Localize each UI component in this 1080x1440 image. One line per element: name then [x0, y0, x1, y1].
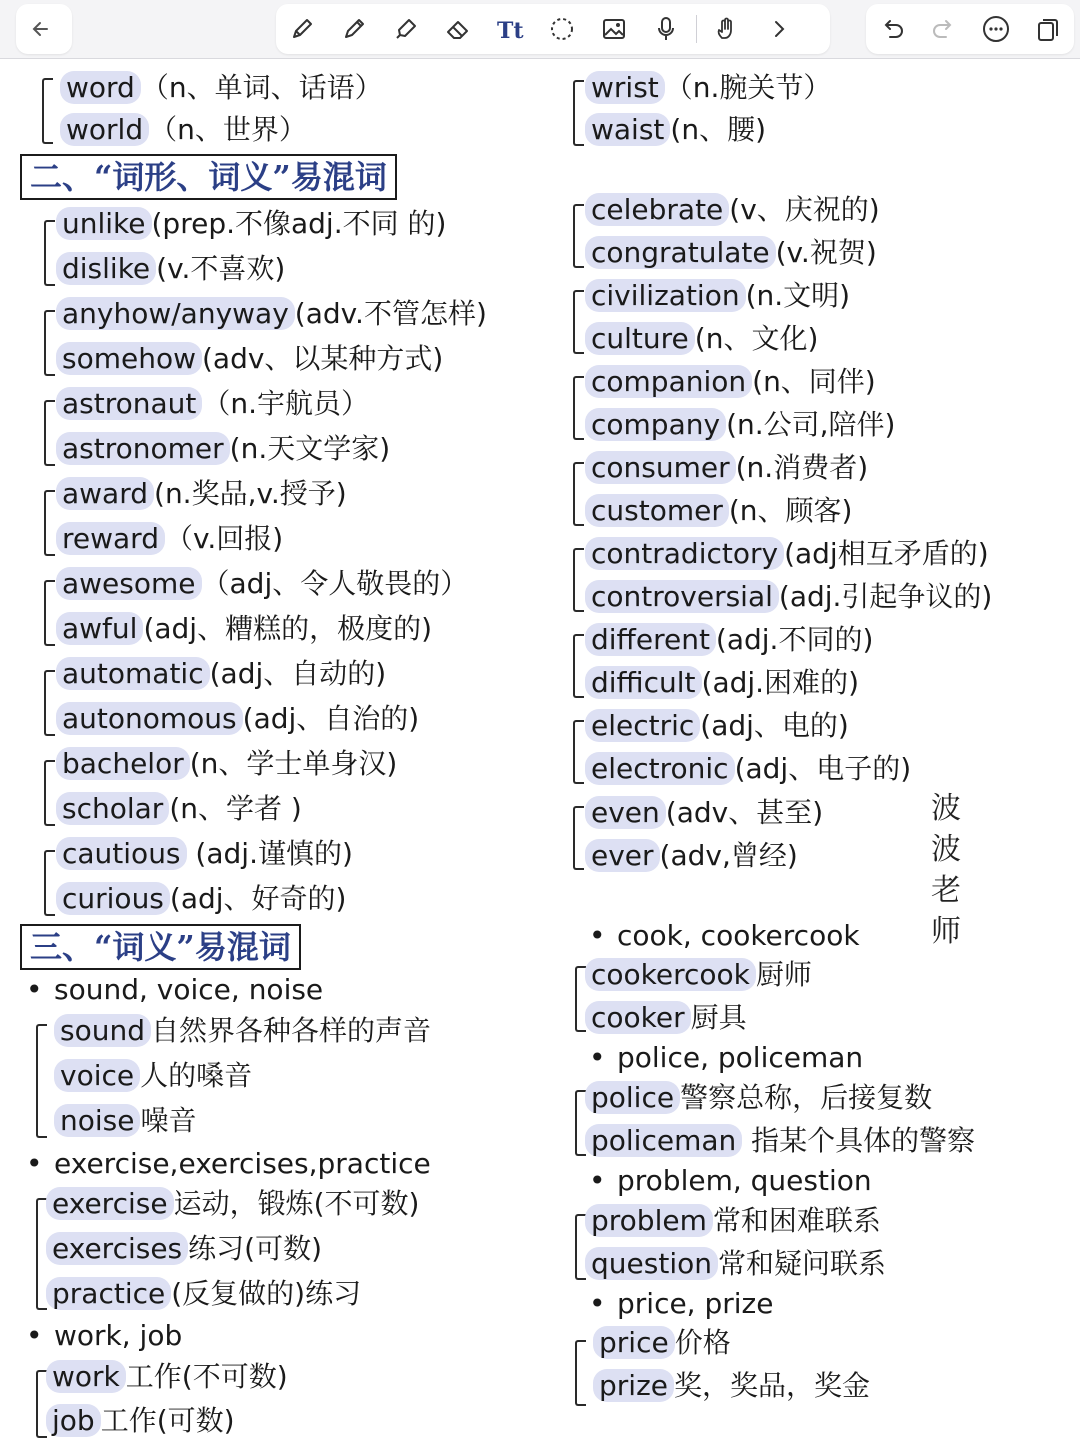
vocab-word: companion — [585, 365, 752, 398]
vocab-definition: (adv,曾经) — [659, 839, 798, 872]
vocab-line — [56, 431, 390, 467]
bullet-dot: • — [589, 1041, 606, 1074]
vocab-definition: （n、世界） — [149, 113, 307, 146]
vocab-word: waist — [585, 113, 670, 146]
pen-tool-button[interactable] — [276, 4, 328, 54]
vocab-line — [56, 386, 369, 422]
vocab-line — [585, 192, 880, 228]
vocab-word: wrist — [585, 71, 665, 104]
vocab-word: electric — [585, 709, 700, 742]
vocab-word: practice — [46, 1277, 171, 1310]
vocab-line — [585, 450, 868, 486]
vocab-definition: 常和疑问联系 — [717, 1247, 886, 1280]
vocab-word: congratulate — [585, 236, 776, 269]
vocab-word: company — [585, 408, 726, 441]
vocab-word: scholar — [56, 792, 169, 825]
vocab-word: word — [60, 71, 141, 104]
hand-gesture-icon — [712, 14, 742, 44]
vocab-line — [593, 1325, 731, 1361]
vocab-word: cooker — [585, 1001, 691, 1034]
vocab-line — [585, 1080, 932, 1116]
vocab-definition: (adv、甚至) — [665, 796, 824, 829]
pair-bracket — [44, 580, 55, 646]
bullet-dot: • — [26, 973, 43, 1006]
vocab-word: automatic — [56, 657, 210, 690]
vocab-definition: (adj、糟糕的，极度的) — [143, 612, 433, 645]
vocab-line — [585, 665, 859, 701]
pair-bracket — [44, 490, 55, 556]
vocab-line — [56, 791, 302, 827]
vocab-definition: (adv.不管怎样) — [294, 297, 487, 330]
highlighter-tool-button[interactable] — [380, 4, 432, 54]
vocab-definition: (prep.不像adj.不同 的) — [151, 207, 447, 240]
vocab-line — [56, 701, 419, 737]
undo-button[interactable] — [866, 4, 918, 54]
vocab-line — [56, 296, 487, 332]
vocab-definition: 厨具 — [690, 1001, 747, 1034]
vocab-line — [593, 1368, 870, 1404]
vocab-word: unlike — [56, 207, 152, 240]
pencil-icon — [339, 14, 369, 44]
vocab-line — [585, 795, 823, 831]
vocab-definition: 自然界各种各样的声音 — [150, 1014, 431, 1047]
vocab-line — [56, 611, 432, 647]
vocab-word: celebrate — [585, 193, 729, 226]
vocab-definition: (adj.引起争议的) — [778, 580, 993, 613]
vocab-definition: (n.公司,陪伴) — [726, 408, 896, 441]
more-tools-button[interactable] — [753, 4, 805, 54]
vocab-definition: (n、学者 ) — [169, 792, 302, 825]
vocab-word: contradictory — [585, 537, 784, 570]
vocab-definition: (n.奖品,v.授予) — [154, 477, 347, 510]
vocab-definition: (n、学士单身汉) — [189, 747, 398, 780]
vocab-word: customer — [585, 494, 729, 527]
pair-bracket — [573, 806, 584, 870]
group-bracket — [36, 1024, 47, 1138]
vocab-definition: (adj相互矛盾的) — [784, 537, 989, 570]
vocab-line — [585, 321, 818, 357]
vocab-definition: （n、单词、话语） — [140, 71, 383, 104]
pair-bracket — [44, 670, 55, 736]
author-signature: 波波老师 — [931, 791, 961, 949]
vocab-definition: (adj、自动的) — [209, 657, 387, 690]
vocab-word: awesome — [56, 567, 202, 600]
back-button[interactable] — [16, 4, 68, 54]
vocab-definition: (n.天文学家) — [229, 432, 391, 465]
vocab-definition: (反复做的)练习 — [171, 1277, 362, 1310]
eraser-tool-button[interactable] — [432, 4, 484, 54]
vocab-definition: (n、腰) — [670, 113, 767, 146]
bullet-dot: • — [26, 1319, 43, 1352]
microphone-button[interactable] — [640, 4, 692, 54]
vocab-line — [585, 1000, 747, 1036]
vocab-definition: (adj.不同的) — [715, 623, 874, 656]
pair-bracket — [573, 548, 584, 612]
bullet-text: problem, question — [617, 1164, 872, 1197]
vocab-definition: 工作(可数) — [100, 1404, 235, 1437]
bullet-item — [589, 918, 860, 954]
pair-bracket — [573, 80, 584, 146]
vocab-definition: 运动，锻炼(不可数) — [173, 1187, 420, 1220]
vocab-line — [585, 278, 850, 314]
vocab-line — [585, 407, 895, 443]
vocab-line — [56, 881, 346, 917]
vocab-definition: (adj、好奇的) — [169, 882, 347, 915]
vocab-line — [56, 656, 386, 692]
vocab-definition: 练习(可数) — [188, 1232, 323, 1265]
vocab-word: problem — [585, 1204, 713, 1237]
vocab-line — [54, 1058, 252, 1094]
vocab-word: consumer — [585, 451, 736, 484]
section-heading-2: 二、“词形、词义”易混词 — [20, 154, 397, 200]
vocab-line — [585, 536, 989, 572]
vocab-word: dislike — [56, 252, 156, 285]
vocab-line — [56, 521, 283, 557]
vocab-word: controversial — [585, 580, 779, 613]
vocab-word: prize — [593, 1369, 674, 1402]
vocab-line — [56, 566, 468, 602]
pair-bracket — [573, 720, 584, 784]
vocab-line — [46, 1186, 419, 1222]
pair-bracket — [573, 462, 584, 526]
vocab-definition: 噪音 — [140, 1104, 197, 1137]
vocab-line — [46, 1276, 361, 1312]
vocab-line — [585, 579, 992, 615]
vocab-definition: 价格 — [674, 1326, 731, 1359]
vocab-word: sound — [54, 1014, 151, 1047]
vocab-word: even — [585, 796, 666, 829]
vocab-definition: (v.不喜欢) — [156, 252, 286, 285]
image-tool-button[interactable] — [588, 4, 640, 54]
vocab-word: reward — [56, 522, 165, 555]
bullet-item — [26, 1318, 182, 1354]
vocab-definition: 常和困难联系 — [712, 1204, 881, 1237]
bullet-item — [26, 972, 323, 1008]
vocab-definition: (n、同伴) — [752, 365, 876, 398]
bullet-text: price, prize — [617, 1287, 774, 1320]
vocab-line — [54, 1103, 197, 1139]
vocab-word: culture — [585, 322, 695, 355]
vocab-definition: (adj、电的) — [700, 709, 849, 742]
vocab-word: anyhow/anyway — [56, 297, 295, 330]
pair-bracket — [44, 760, 55, 826]
pair-bracket — [44, 400, 55, 466]
bullet-dot: • — [26, 1147, 43, 1180]
undo-icon — [877, 14, 907, 44]
note-canvas[interactable] — [0, 58, 1080, 1440]
pair-bracket — [573, 204, 584, 268]
lasso-tool-button[interactable] — [536, 4, 588, 54]
text-tool-button[interactable] — [484, 4, 536, 54]
pair-bracket — [44, 220, 55, 286]
chevron-right-icon — [764, 14, 794, 44]
vocab-word: police — [585, 1081, 680, 1114]
vocab-definition: 厨师 — [755, 958, 812, 991]
bullet-text: exercise,exercises,practice — [54, 1147, 431, 1180]
vocab-word: world — [60, 113, 149, 146]
highlighter-icon — [391, 14, 421, 44]
back-group — [16, 4, 72, 54]
vocab-word: price — [593, 1326, 675, 1359]
bullet-dot: • — [589, 1164, 606, 1197]
toolbar-divider — [696, 15, 697, 43]
vocab-line — [585, 708, 849, 744]
vocab-definition: (adj、自治的) — [242, 702, 420, 735]
bullet-text: work, job — [54, 1319, 183, 1352]
pair-bracket — [42, 78, 53, 144]
vocab-definition: (n.消费者) — [735, 451, 869, 484]
vocab-line — [46, 1403, 235, 1439]
pair-bracket — [44, 310, 55, 376]
vocab-line — [585, 957, 812, 993]
vocab-definition: 工作(不可数) — [125, 1360, 288, 1393]
vocab-line — [56, 251, 285, 287]
pair-bracket — [573, 376, 584, 440]
vocab-line — [46, 1359, 288, 1395]
eraser-icon — [443, 14, 473, 44]
vocab-definition: (v、庆祝的) — [729, 193, 880, 226]
vocab-word: voice — [54, 1059, 140, 1092]
bullet-item — [589, 1286, 773, 1322]
vocab-line — [585, 1203, 881, 1239]
pencil-tool-button[interactable] — [328, 4, 380, 54]
vocab-line — [56, 746, 397, 782]
vocab-word: question — [585, 1247, 718, 1280]
vocab-word: job — [46, 1404, 101, 1437]
vocab-word: noise — [54, 1104, 140, 1137]
vocab-definition: 警察总称，后接复数 — [680, 1081, 933, 1114]
vocab-word: electronic — [585, 752, 735, 785]
vocab-line — [585, 235, 877, 271]
lasso-icon — [547, 14, 577, 44]
more-options-button[interactable] — [970, 4, 1022, 54]
vocab-word: astronomer — [56, 432, 230, 465]
vocab-word: work — [46, 1360, 126, 1393]
vocab-definition: (n.文明) — [745, 279, 851, 312]
pair-bracket — [44, 850, 55, 916]
vocab-definition: (adj.困难的) — [701, 666, 859, 699]
vocab-word: exercise — [46, 1187, 174, 1220]
vocab-line — [585, 493, 852, 529]
vocab-line — [585, 1123, 975, 1159]
text-tool-icon — [495, 14, 525, 44]
redo-icon — [929, 14, 959, 44]
vocab-line — [585, 622, 873, 658]
back-arrow-icon — [27, 14, 57, 44]
bullet-text: sound, voice, noise — [54, 973, 324, 1006]
vocab-definition: （adj、令人敬畏的） — [201, 567, 469, 600]
toolbar — [0, 0, 1080, 59]
vocab-definition: (n、文化) — [694, 322, 819, 355]
vocab-definition: (v.祝贺) — [775, 236, 877, 269]
bullet-text: police, policeman — [617, 1041, 864, 1074]
vocab-definition: 奖，奖品，奖金 — [674, 1369, 871, 1402]
bullet-item — [589, 1163, 872, 1199]
vocab-line — [585, 1246, 886, 1282]
vocab-word: civilization — [585, 279, 746, 312]
vocab-word: awful — [56, 612, 143, 645]
vocab-line — [585, 838, 798, 874]
pen-icon — [287, 14, 317, 44]
vocab-line — [585, 70, 831, 106]
microphone-icon — [651, 14, 681, 44]
vocab-word: bachelor — [56, 747, 190, 780]
vocab-line — [60, 112, 307, 148]
image-icon — [599, 14, 629, 44]
vocab-word: somehow — [56, 342, 202, 375]
redo-button[interactable] — [918, 4, 970, 54]
vocab-word: curious — [56, 882, 170, 915]
pages-icon — [1033, 14, 1063, 44]
vocab-definition: （n.宇航员） — [202, 387, 370, 420]
pages-button[interactable] — [1022, 4, 1074, 54]
vocab-word: policeman — [585, 1124, 742, 1157]
vocab-word: ever — [585, 839, 660, 872]
vocab-word: autonomous — [56, 702, 243, 735]
gesture-tool-button[interactable] — [701, 4, 753, 54]
vocab-definition: 指某个具体的警察 — [742, 1124, 976, 1157]
vocab-line — [56, 341, 443, 377]
vocab-line — [46, 1231, 322, 1267]
vocab-definition: （n.腕关节） — [664, 71, 832, 104]
vocab-word: cautious — [56, 837, 187, 870]
vocab-definition: (adj、电子的) — [734, 752, 912, 785]
vocab-word: different — [585, 623, 716, 656]
vocab-line — [60, 70, 383, 106]
vocab-word: exercises — [46, 1232, 188, 1265]
vocab-definition: （v.回报) — [164, 522, 284, 555]
bullet-dot: • — [589, 1287, 606, 1320]
bullet-item — [26, 1146, 431, 1182]
svg-text:Tt: Tt — [497, 18, 524, 44]
vocab-line — [585, 364, 876, 400]
vocab-line — [56, 206, 446, 242]
vocab-definition: (adv、以某种方式) — [202, 342, 444, 375]
vocab-line — [585, 751, 911, 787]
actions-group — [866, 4, 1074, 54]
pair-bracket — [573, 290, 584, 354]
bullet-dot: • — [589, 919, 606, 952]
vocab-line — [56, 476, 347, 512]
tools-group — [276, 4, 830, 54]
vocab-word: difficult — [585, 666, 702, 699]
section-heading-3: 三、“词义”易混词 — [20, 924, 301, 970]
bullet-item — [589, 1040, 863, 1076]
group-bracket — [575, 1340, 586, 1406]
pair-bracket — [573, 634, 584, 698]
vocab-word: award — [56, 477, 154, 510]
bullet-text: cook, cookercook — [617, 919, 860, 952]
more-icon — [981, 14, 1011, 44]
vocab-definition: (n、顾客) — [728, 494, 853, 527]
vocab-line — [54, 1013, 431, 1049]
vocab-definition: (adj.谨慎的) — [186, 837, 353, 870]
vocab-word: astronaut — [56, 387, 202, 420]
vocab-line — [585, 112, 766, 148]
vocab-line — [56, 836, 353, 872]
vocab-definition: 人的嗓音 — [140, 1059, 253, 1092]
vocab-word: cookercook — [585, 958, 756, 991]
